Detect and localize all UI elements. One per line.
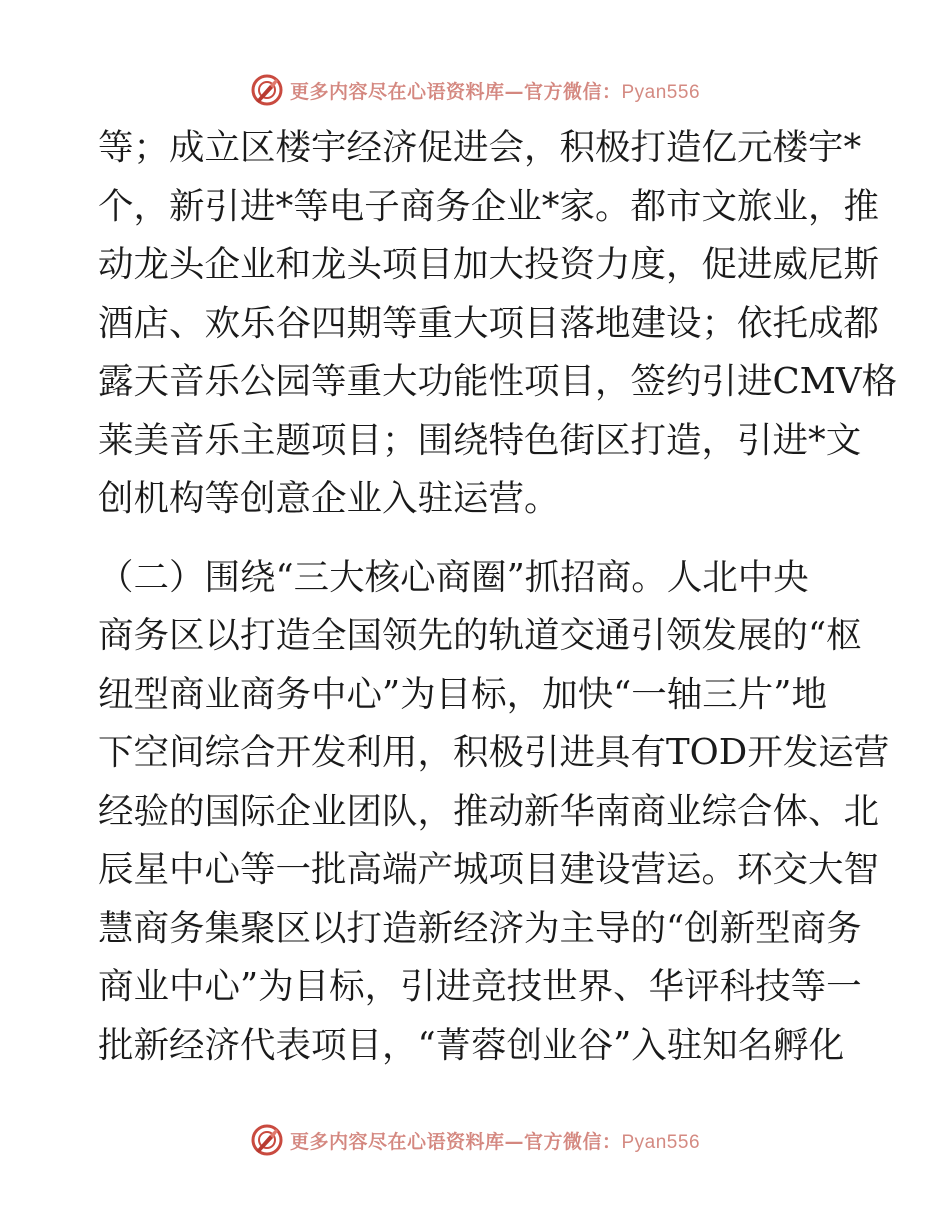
text-line: 批新经济代表项目，“菁蓉创业谷”入驻知名孵化 — [98, 1024, 845, 1066]
text-line: 等；成立区楼宇经济促进会，积极打造亿元楼宇* — [98, 127, 862, 168]
document-body — [98, 119, 898, 1075]
watermark-site-text: 更多内容尽在心语资料库—官方微信： — [289, 80, 622, 103]
text-line: 动龙头企业和龙头项目加大投资力度，促进威尼斯 — [98, 244, 880, 285]
text-line: 辰星中心等一批高端产城项目建设营运。环交大智 — [98, 849, 880, 890]
paragraph-gap — [98, 529, 848, 549]
watermark-wechat-id: Pyan556 — [621, 81, 701, 103]
text-line: 酒店、欢乐谷四期等重大项目落地建设；依托成都 — [98, 302, 880, 344]
watermark-site-text: 更多内容尽在心语资料库—官方微信： — [289, 1130, 622, 1153]
paragraph-1 — [98, 119, 898, 529]
watermark-footer — [0, 1122, 950, 1158]
text-line: 慧商务集聚区以打造新经济为主导的“创新型商务 — [98, 907, 862, 949]
text-line: 露天音乐公园等重大功能性项目，签约引进CMV格 — [98, 361, 898, 402]
text-line: 经验的国际企业团队，推动新华南商业综合体、北 — [98, 790, 880, 832]
watermark-header — [0, 72, 950, 108]
text-line: 下空间综合开发利用，积极引进具有TOD开发运营 — [98, 732, 890, 773]
text-line: 个，新引进*等电子商务企业*家。都市文旅业，推 — [98, 185, 880, 227]
text-line: 商业中心”为目标，引进竞技世界、华评科技等一 — [98, 966, 862, 1007]
text-line: 创机构等创意企业入驻运营。 — [98, 478, 560, 519]
text-line: （二）围绕“三大核心商圈”抓招商。人北中央 — [98, 556, 809, 598]
watermark-logo-icon — [250, 73, 284, 107]
text-line: 莱美音乐主题项目；围绕特色街区打造，引进*文 — [98, 419, 862, 461]
watermark-wechat-id: Pyan556 — [621, 1131, 701, 1153]
text-line: 纽型商业商务中心”为目标，加快“一轴三片”地 — [98, 673, 827, 715]
paragraph-2 — [98, 549, 890, 1076]
text-line: 商务区以打造全国领先的轨道交通引领发展的“枢 — [98, 615, 862, 656]
watermark-logo-icon — [250, 1123, 284, 1157]
